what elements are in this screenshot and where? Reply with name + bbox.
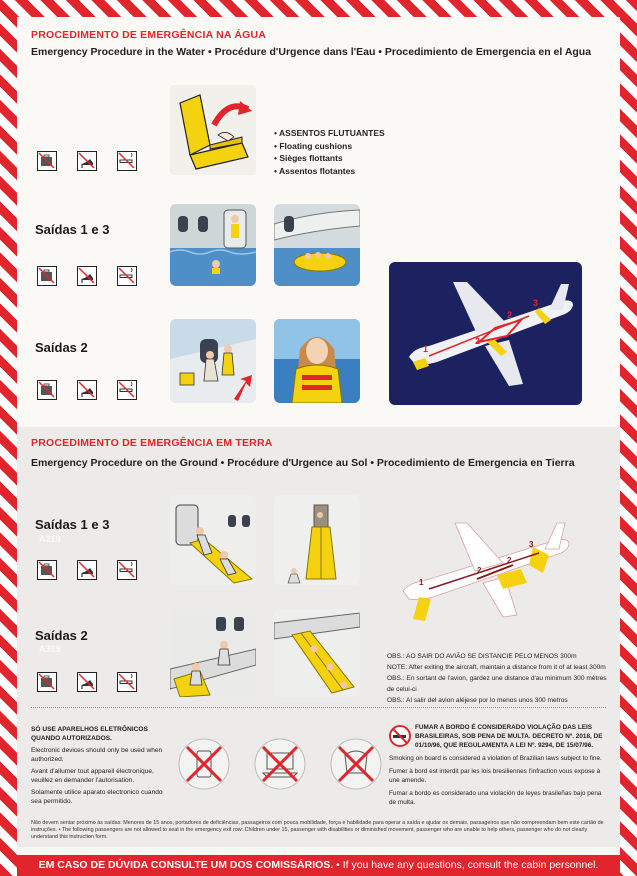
footer-text-en: • If you have any questions, consult the cabin personnel. [333, 859, 599, 871]
ground-title: PROCEDIMENTO DE EMERGÊNCIA EM TERRA [31, 437, 273, 449]
exit-row-restrictions: Não devem sentar próximo às saídas: Menores de 15 anos, portadores de deficiências, passageiros com pouca mobilidade, força e habilidade para operar a saída e ajudar os demais, passageiros que não compreendam bem este cartão de instruções. • The following passengers are not allowed to seat in the emergency exit row: Children under 15, passenger with disabilities or diminished movement, passenger who are unable to help others, passenger who do not clearly understand this instruction form. [31, 820, 604, 840]
smoking-warning [389, 723, 609, 811]
water-title: PROCEDIMENTO DE EMERGÊNCIA NA ÁGUA [31, 29, 267, 41]
water-exit-1-3-label: Saídas 1 e 3 [35, 222, 110, 237]
deployed-slide-image [274, 495, 360, 585]
no-high-heels-icon [77, 151, 97, 171]
wing-slide-image [170, 609, 256, 697]
water-subtitle: Emergency Procedure in the Water • Procédure d'Urgence dans l'Eau • Procedimiento de Emergencia en el Agua [31, 46, 592, 58]
water-exit-2-illustration-b [274, 319, 360, 403]
smoking-text-fr: Fumer à bord est interdit par les lois bresiliennes l'infraction vous expose à une amende. [389, 768, 601, 784]
footer-banner [17, 855, 620, 876]
electronics-text-es: Solamente utilice aparato electronico cuando sea permitido. [31, 789, 163, 805]
ground-subtitle: Emergency Procedure on the Ground • Procédure d'Urgence au Sol • Procedimiento de Emergencia en Tierra [31, 457, 575, 469]
floating-seat-illustration [170, 85, 256, 175]
smoking-text-es: Fumar a bordo es considerado una violación de leyes brasileñas bajo pena de multa. [389, 790, 602, 806]
water-exit-2-illustration-a [170, 319, 256, 403]
distance-notes [387, 651, 607, 706]
prohibition-icons-row [37, 151, 147, 173]
aircraft-exits-ground-map [389, 493, 582, 623]
obs-note-pt: OBS.: AO SAIR DO AVIÃO SE DISTANCIE PELO MENOS 300m [387, 653, 577, 660]
water-exit-1-3-illustration-b [274, 204, 360, 286]
plane-exit-marker: 2 [507, 310, 513, 320]
prohibition-icons-row [37, 380, 147, 402]
ramp-slide-image [274, 609, 360, 697]
water-exit-2-label: Saídas 2 [35, 340, 88, 355]
door-slide-image [170, 495, 256, 585]
floating-cushion-list [274, 127, 385, 177]
plane-exit-marker: 1 [419, 578, 424, 587]
no-smoking-icon [117, 560, 137, 580]
obs-note-fr: OBS.: En sortant de l'avion, gardez une distance d'au minimum 300 mètres de celui-ci [387, 675, 607, 693]
ground-plane-diagram [389, 493, 582, 623]
no-baggage-icon [37, 560, 57, 580]
no-laptop-icon [253, 737, 307, 791]
card-inner [17, 17, 620, 856]
no-baggage-icon [37, 151, 57, 171]
smoking-heading: FUMAR A BORDO É CONSIDERADO VIOLAÇÃO DAS LEIS BRASILEIRAS, SOB PENA DE MULTA. DECRETO Nº. 2018, DE 01/10/96, QUE REGULAMENTA A LEI Nº. 9294, DE 15/07/96. [415, 724, 603, 749]
cushion-text-es: • Assentos flotantes [274, 165, 385, 178]
no-high-heels-icon [77, 266, 97, 286]
electronics-text-fr: Avant d'allumer tout appareil électronique, veuillez en demander l'autorisation. [31, 768, 154, 784]
plane-exit-marker: 3 [529, 540, 534, 549]
cushion-text-pt: • ASSENTOS FLUTUANTES [274, 127, 385, 140]
no-radio-icon [329, 737, 383, 791]
no-high-heels-icon [77, 560, 97, 580]
electronics-heading: SÓ USE APARELHOS ELETRÔNICOS QUANDO AUTORIZADOS. [31, 726, 148, 742]
plane-exit-marker: 2 [477, 566, 482, 575]
cushion-text-fr: • Sièges flottants [274, 152, 385, 165]
ground-exit-2-illustration-b [274, 609, 360, 697]
ground-exit-1-3-illustration-a [170, 495, 256, 585]
prohibition-icons-row [37, 672, 147, 694]
no-smoking-icon [117, 380, 137, 400]
ground-exit-2-label: Saídas 2 [35, 628, 88, 643]
no-phone-icon [177, 737, 231, 791]
seat-cushion-image [170, 85, 256, 175]
cushion-text-en: • Floating cushions [274, 140, 385, 153]
no-baggage-icon [37, 380, 57, 400]
plane-exit-marker: 1 [423, 344, 429, 354]
prohibition-icons-row [37, 266, 147, 288]
electronics-warning [31, 725, 171, 809]
no-smoking-icon [117, 266, 137, 286]
ground-exit-1-3-model: A319 [39, 534, 61, 544]
water-plane-diagram [389, 262, 582, 405]
life-vest-image [274, 319, 360, 403]
ground-exit-1-3-label: Saídas 1 e 3 [35, 517, 110, 532]
electronics-text-en: Electronic devices should only be used when authorized. [31, 747, 163, 763]
obs-note-en: NOTE: After exiting the aircraft, maintain a distance from it of at least 300m [387, 664, 606, 671]
ground-exit-2-model: A319 [39, 644, 61, 654]
footer-text-pt: EM CASO DE DÚVIDA CONSULTE UM DOS COMISSÁRIOS. [38, 859, 334, 871]
no-smoking-icon [117, 672, 137, 692]
no-baggage-icon [37, 266, 57, 286]
life-raft-image [274, 204, 360, 286]
aircraft-exits-water-map [389, 262, 582, 405]
obs-note-es: OBS.: Al salir del avion aléjese por lo menos unos 300 metros [387, 697, 568, 704]
smoking-text-en: Smoking on board is considered a violation of Brazilian laws subject to fine. [389, 755, 602, 762]
over-wing-exit-image [170, 319, 256, 403]
ground-exit-1-3-illustration-b [274, 495, 360, 585]
ground-exit-2-illustration-a [170, 609, 256, 697]
no-high-heels-icon [77, 380, 97, 400]
passenger-jumping-into-water-image [170, 204, 256, 286]
prohibition-icons-row [37, 560, 147, 582]
water-exit-1-3-illustration-a [170, 204, 256, 286]
plane-exit-marker: 3 [533, 298, 539, 308]
plane-exit-marker: 2 [475, 336, 481, 346]
plane-exit-marker: 2 [507, 556, 512, 565]
no-high-heels-icon [77, 672, 97, 692]
no-baggage-icon [37, 672, 57, 692]
no-smoking-icon [117, 151, 137, 171]
